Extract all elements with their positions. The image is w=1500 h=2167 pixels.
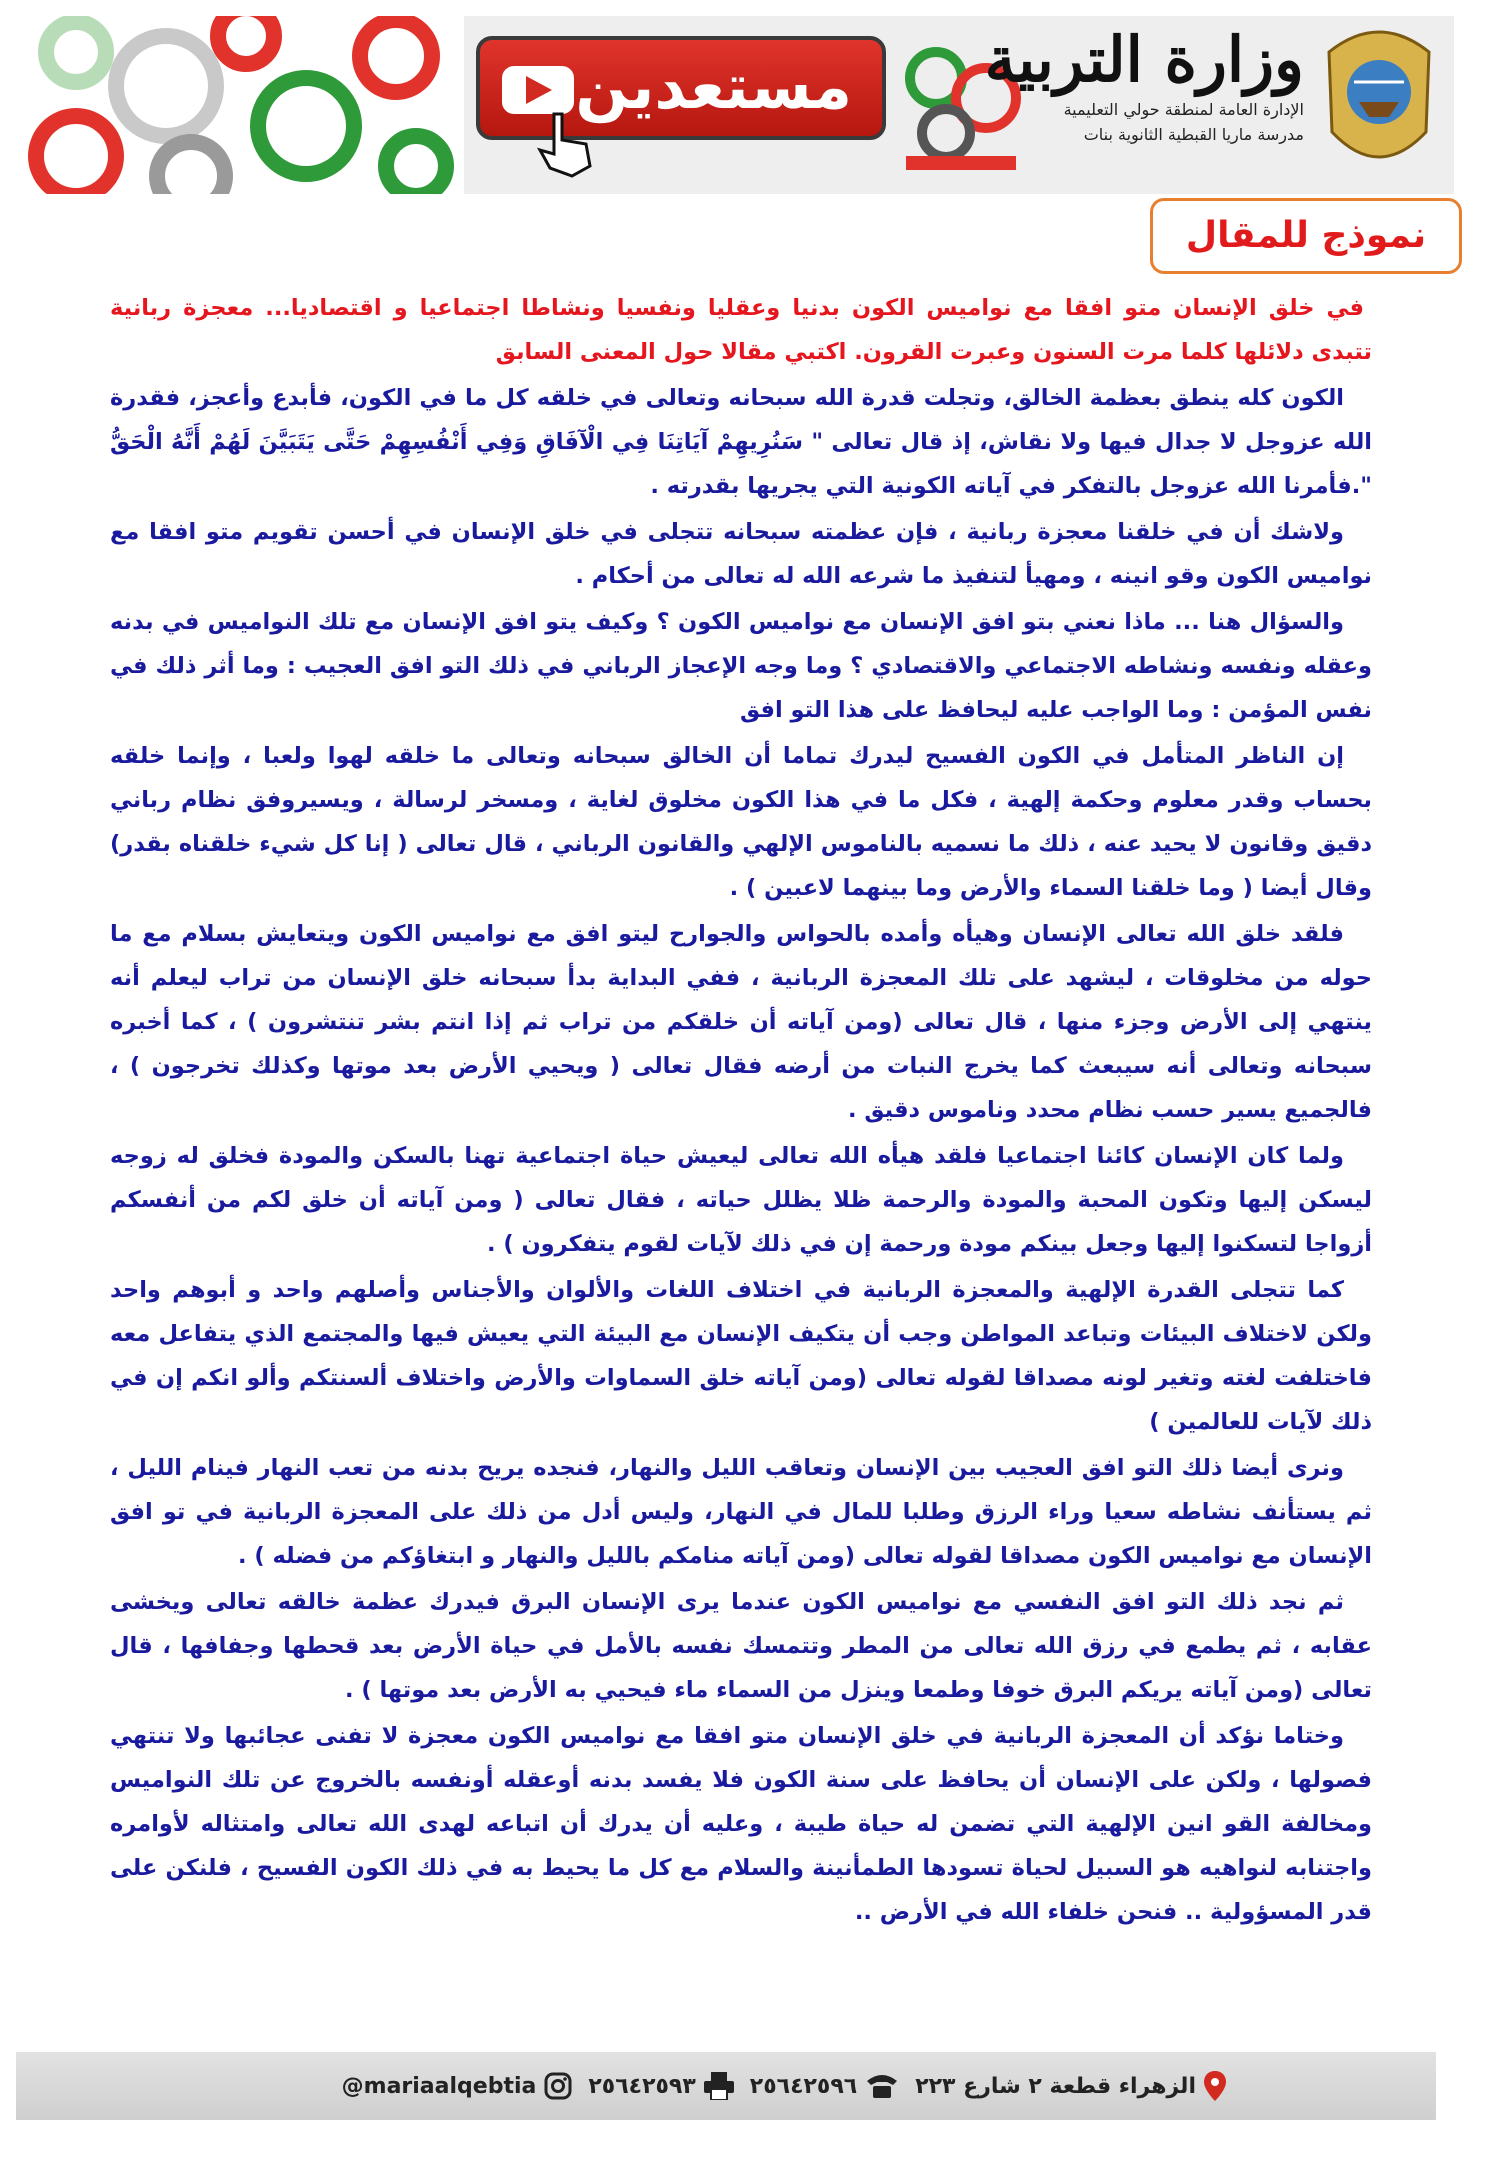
gears-decoration-icon — [16, 16, 464, 194]
paragraph-5: فلقد خلق الله تعالى الإنسان وهيأه وأمده بالحواس والجوارح ليتو افق مع نواميس الكون ويتعايش بسلام مع ما حوله من مخلوقات ، ليشهد على تلك المعجزة الربانية ، ففي البداية بدأ سبحانه خلق الإنسان من تراب ليعلم أنه ينتهي إلى الأرض وجزء منها ، قال تعالى (ومن آياته أن خلقكم من تراب ثم إذا انتم بشر تنتشرون ) ، كما أخبره سبحانه وتعالى أنه سيبعث كما يخرج النبات من أرضه فقال تعالى ( ويحيي الأرض بعد موتها وكذلك تخرجون ) ، فالجميع يسير حسب نظام محدد وناموس دقيق . — [110, 921, 1372, 1123]
footer-contacts — [266, 2068, 1226, 2104]
instagram-icon — [544, 2072, 572, 2100]
kuwait-emblem-icon — [1314, 22, 1444, 182]
footer-bar — [16, 2052, 1436, 2120]
prompt-paragraph: في خلق الإنسان متو افقا مع نواميس الكون بدنيا وعقليا ونفسيا ونشاطا اجتماعيا و اقتصاديا... معجزة ربانية تتبدى دلائلها كلما مرت السنون وعبرت القرون. اكتبي مقالا حول المعنى السابق — [110, 295, 1372, 365]
footer-address — [915, 2071, 1226, 2101]
phone-text: ٢٥٦٤٢٥٩٦ — [749, 2073, 858, 2099]
address-text: الزهراء قطعة ٢ شارع ٢٢٣ — [915, 2073, 1196, 2099]
paragraph-8: ونرى أيضا ذلك التو افق العجيب بين الإنسان وتعاقب الليل والنهار، فنجده يريح بدنه من تعب النهار فينام الليل ، ثم يستأنف نشاطه سعيا وراء الرزق وطلبا للمال في النهار، وليس أدل من ذلك على المعجزة الربانية في تو افق الإنسان مع نواميس الكون مصداقا لقوله تعالى (ومن آياته منامكم بالليل والنهار و ابتغاؤكم من فضله ) . — [110, 1455, 1372, 1569]
telephone-icon — [865, 2073, 899, 2099]
footer-fax — [588, 2072, 733, 2100]
ministry-block — [984, 23, 1304, 145]
paragraph-10: وختاما نؤكد أن المعجزة الربانية في خلق الإنسان متو افقا مع نواميس الكون معجزة لا تفنى عجائبها ولا تنتهي فصولها ، ولكن على الإنسان أن يحافظ على سنة الكون فلا يفسد بدنه أوعقله أونفسه بالخروج عن تلك النواميس ومخالفة القو انين الإلهية التي تضمن له حياة طيبة ، وعليه أن يدرك أن اتباعه لهدى الله تعالى وامتثاله لأوامره واجتنابه لنواهيه هو السبيل لحياة تسودها الطمأنينة والسلام مع كل ما يحيط به في ذلك الكون الفسيح ، فلنكن على قدر المسؤولية .. فنحن خلفاء الله في الأرض .. — [110, 1723, 1372, 1925]
paragraph-7: كما تتجلى القدرة الإلهية والمعجزة الربانية في اختلاف اللغات والألوان والأجناس وأصلهم واحد و أبوهم واحد ولكن لاختلاف البيئات وتباعد المواطن وجب أن يتكيف الإنسان مع البيئة التي يعيش فيها والمجتمع الذي يتفاعل معه فاختلفت لغته وتغير لونه مصداقا لقوله تعالى (ومن آياته خلق السماوات والأرض واختلاف ألسنتكم وألو انكم إن في ذلك لآيات للعالمين ) — [110, 1277, 1372, 1435]
article-body — [110, 286, 1372, 1936]
fax-text: ٢٥٦٤٢٥٩٣ — [588, 2073, 696, 2099]
page-title: نموذج للمقال — [1150, 198, 1462, 274]
paragraph-4: إن الناظر المتأمل في الكون الفسيح ليدرك تماما أن الخالق سبحانه وتعالى ما خلقه لهوا ولعبا ، وإنما خلقه بحساب وقدر معلوم وحكمة إلهية ، فكل ما في هذا الكون مخلوق لغاية ، ومسخر لرسالة ، ويسيروفق نظام رباني دقيق وقانون لا يحيد عنه ، ذلك ما نسميه بالناموس الإلهي والقانون الرباني ، قال تعالى ( إنا كل شيء خلقناه بقدر) وقال أيضا ( وما خلقنا السماء والأرض وما بينهما لاعبين ) . — [110, 743, 1372, 901]
paragraph-3: والسؤال هنا ... ماذا نعني بتو افق الإنسان مع نواميس الكون ؟ وكيف يتو افق الإنسان مع تلك النواميس في بدنه وعقله ونفسه ونشاطه الاجتماعي والاقتصادي ؟ وما وجه الإعجاز الرباني في ذلك التو افق العجيب : وما أثر ذلك في نفس المؤمن : وما الواجب عليه ليحافظ على هذا التو افق — [110, 609, 1372, 723]
location-pin-icon — [1204, 2071, 1226, 2101]
school-name: مدرسة ماريا القبطية الثانوية بنات — [1083, 125, 1304, 145]
instagram-handle[interactable]: @mariaalqebtia — [341, 2073, 537, 2099]
paragraph-2: ولاشك أن في خلقنا معجزة ربانية ، فإن عظمته سبحانه تتجلى في خلق الإنسان في أحسن تقويم متو افقا مع نواميس الكون وقو انينه ، ومهيأ لتنفيذ ما شرعه الله له تعالى من أحكام . — [110, 519, 1372, 589]
ministry-name: وزارة التربية — [984, 23, 1304, 96]
footer-instagram[interactable] — [342, 2072, 573, 2100]
youtube-play-icon — [502, 66, 574, 114]
ministry-department: الإدارة العامة لمنطقة حولي التعليمية — [1063, 100, 1304, 120]
youtube-label: مستعدين — [575, 50, 852, 123]
paragraph-1: الكون كله ينطق بعظمة الخالق، وتجلت قدرة الله سبحانه وتعالى في خلقه كل ما في الكون، فأبدع وأعجز، فقدرة الله عزوجل لا جدال فيها ولا نقاش، إذ قال تعالى " سَنُرِيهِمْ آيَاتِنَا فِي الْآفَاقِ وَفِي أَنْفُسِهِمْ حَتَّى يَتَبَيَّنَ لَهُمْ أَنَّهُ الْحَقُّ ".فأمرنا الله عزوجل بالتفكر في آياته الكونية التي يجريها بقدرته . — [110, 385, 1372, 499]
pointer-hand-icon — [536, 110, 596, 180]
paragraph-6: ولما كان الإنسان كائنا اجتماعيا فلقد هيأه الله تعالى ليعيش حياة اجتماعية تهنا بالسكن والمودة فخلق له زوجه ليسكن إليها وتكون المحبة والمودة والرحمة ظلا يظلل حياته ، فقال تعالى ( ومن آياته أن خلق لكم من أنفسكم أزواجا لتسكنوا إليها وجعل بينكم مودة ورحمة إن في ذلك لآيات لقوم يتفكرون ) . — [110, 1143, 1372, 1257]
header-banner — [16, 16, 1454, 194]
paragraph-9: ثم نجد ذلك التو افق النفسي مع نواميس الكون عندما يرى الإنسان البرق فيدرك عظمة خالقه تعالى ويخشى عقابه ، ثم يطمع في رزق الله تعالى من المطر وتتمسك نفسه بالأمل في حياة الأرض بعد قحطها وجفافها ، قال تعالى (ومن آياته يريكم البرق خوفا وطمعا وينزل من السماء ماء فيحيي به الأرض بعد موتها ) . — [110, 1589, 1372, 1703]
footer-phone — [750, 2073, 899, 2099]
fax-printer-icon — [704, 2072, 734, 2100]
